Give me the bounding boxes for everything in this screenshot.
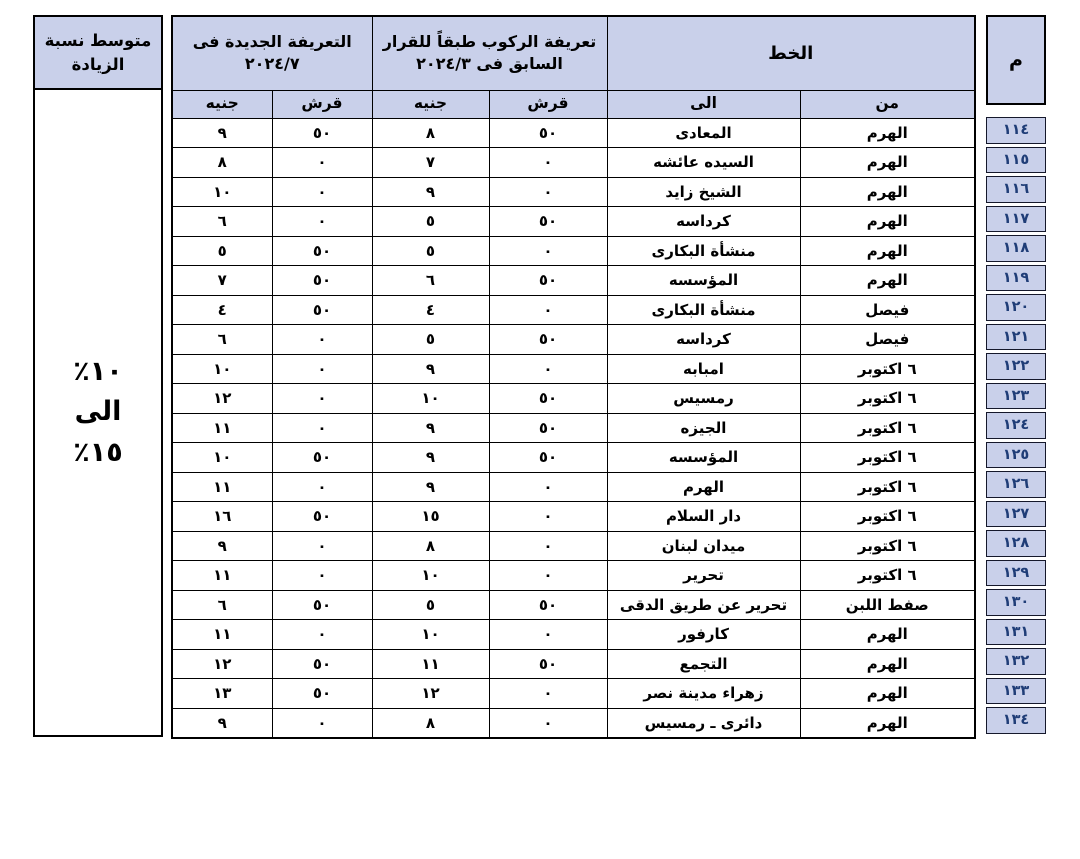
- cell-new-pounds: ١٠: [172, 443, 272, 473]
- cell-prev-piasters: ٥٠: [489, 325, 607, 355]
- cell-prev-piasters: ٠: [489, 148, 607, 178]
- cell-prev-piasters: ٥٠: [489, 590, 607, 620]
- new-tariff-group-header: التعريفة الجديدة فى ٢٠٢٤/٧: [172, 16, 372, 90]
- cell-from: الهرم: [800, 679, 975, 709]
- row-number: ١٢٤: [986, 412, 1046, 439]
- cell-from: ٦ اكتوبر: [800, 561, 975, 591]
- cell-to: تحرير عن طريق الدقى: [607, 590, 800, 620]
- cell-new-pounds: ٦: [172, 325, 272, 355]
- table-row: [172, 236, 975, 266]
- table-row: [172, 590, 975, 620]
- new-pounds-header: جنيه: [172, 90, 272, 118]
- cell-new-piasters: ٠: [272, 413, 372, 443]
- cell-to: رمسيس: [607, 384, 800, 414]
- cell-from: ٦ اكتوبر: [800, 531, 975, 561]
- cell-new-pounds: ٦: [172, 207, 272, 237]
- cell-new-piasters: ٠: [272, 207, 372, 237]
- cell-prev-piasters: ٥٠: [489, 207, 607, 237]
- index-column-header: م: [986, 15, 1046, 105]
- cell-from: صفط اللبن: [800, 590, 975, 620]
- cell-new-pounds: ١٠: [172, 177, 272, 207]
- cell-prev-pounds: ٥: [372, 207, 489, 237]
- cell-new-piasters: ٠: [272, 148, 372, 178]
- row-number: ١١٨: [986, 235, 1046, 262]
- cell-from: فيصل: [800, 295, 975, 325]
- cell-prev-pounds: ٨: [372, 531, 489, 561]
- cell-to: كارفور: [607, 620, 800, 650]
- avg-increase-value: ١٠٪ الى ١٥٪: [33, 90, 163, 737]
- cell-from: الهرم: [800, 649, 975, 679]
- table-row: [172, 502, 975, 532]
- new-piasters-header: قرش: [272, 90, 372, 118]
- to-header: الى: [607, 90, 800, 118]
- cell-new-pounds: ١٠: [172, 354, 272, 384]
- cell-new-piasters: ٥٠: [272, 266, 372, 296]
- sub-header-row: [172, 90, 975, 118]
- cell-from: الهرم: [800, 708, 975, 738]
- table-row: [172, 177, 975, 207]
- cell-prev-pounds: ٨: [372, 708, 489, 738]
- cell-prev-piasters: ٥٠: [489, 413, 607, 443]
- cell-new-pounds: ٦: [172, 590, 272, 620]
- cell-new-pounds: ٩: [172, 118, 272, 148]
- row-number: ١٣٤: [986, 707, 1046, 734]
- table-row: [172, 561, 975, 591]
- cell-new-pounds: ١١: [172, 472, 272, 502]
- table-row: [172, 413, 975, 443]
- cell-from: الهرم: [800, 236, 975, 266]
- row-number: ١١٤: [986, 117, 1046, 144]
- cell-new-piasters: ٥٠: [272, 679, 372, 709]
- cell-from: ٦ اكتوبر: [800, 384, 975, 414]
- cell-from: فيصل: [800, 325, 975, 355]
- cell-to: المعادى: [607, 118, 800, 148]
- cell-to: الشيخ زايد: [607, 177, 800, 207]
- cell-new-pounds: ١٦: [172, 502, 272, 532]
- cell-prev-piasters: ٠: [489, 502, 607, 532]
- cell-new-piasters: ٠: [272, 384, 372, 414]
- cell-prev-piasters: ٥٠: [489, 118, 607, 148]
- row-number: ١٢٠: [986, 294, 1046, 321]
- cell-to: المؤسسه: [607, 266, 800, 296]
- table-row: [172, 649, 975, 679]
- cell-to: زهراء مدينة نصر: [607, 679, 800, 709]
- cell-to: التجمع: [607, 649, 800, 679]
- row-number: ١٢٣: [986, 383, 1046, 410]
- cell-to: المؤسسه: [607, 443, 800, 473]
- cell-prev-piasters: ٠: [489, 354, 607, 384]
- cell-to: منشأة البكارى: [607, 236, 800, 266]
- cell-to: الجيزه: [607, 413, 800, 443]
- cell-prev-pounds: ٩: [372, 472, 489, 502]
- fare-tariff-table: [33, 15, 1046, 739]
- row-number: ١١٩: [986, 265, 1046, 292]
- cell-to: دائرى ـ رمسيس: [607, 708, 800, 738]
- cell-from: ٦ اكتوبر: [800, 472, 975, 502]
- row-number: ١٣٣: [986, 678, 1046, 705]
- cell-new-pounds: ٥: [172, 236, 272, 266]
- cell-prev-pounds: ١٥: [372, 502, 489, 532]
- table-header: [172, 16, 975, 118]
- cell-new-pounds: ١٢: [172, 384, 272, 414]
- row-number: ١٣٢: [986, 648, 1046, 675]
- cell-new-piasters: ٥٠: [272, 502, 372, 532]
- row-number: ١٢٨: [986, 530, 1046, 557]
- cell-new-pounds: ١٣: [172, 679, 272, 709]
- cell-to: السيده عائشه: [607, 148, 800, 178]
- table-row: [172, 148, 975, 178]
- cell-to: امبابه: [607, 354, 800, 384]
- cell-prev-piasters: ٥٠: [489, 443, 607, 473]
- cell-prev-pounds: ٤: [372, 295, 489, 325]
- tariff-table: [171, 15, 976, 739]
- cell-new-piasters: ٥٠: [272, 118, 372, 148]
- cell-prev-pounds: ١٢: [372, 679, 489, 709]
- cell-from: الهرم: [800, 266, 975, 296]
- table-row: [172, 354, 975, 384]
- from-header: من: [800, 90, 975, 118]
- row-number: ١٢٦: [986, 471, 1046, 498]
- cell-new-piasters: ٠: [272, 708, 372, 738]
- group-header-row: [172, 16, 975, 90]
- cell-from: ٦ اكتوبر: [800, 502, 975, 532]
- cell-new-pounds: ١١: [172, 413, 272, 443]
- row-number: ١١٧: [986, 206, 1046, 233]
- row-number: ١٢٩: [986, 560, 1046, 587]
- cell-prev-pounds: ١٠: [372, 384, 489, 414]
- cell-new-piasters: ٥٠: [272, 590, 372, 620]
- cell-prev-piasters: ٥٠: [489, 266, 607, 296]
- cell-prev-piasters: ٥٠: [489, 384, 607, 414]
- cell-to: منشأة البكارى: [607, 295, 800, 325]
- cell-prev-piasters: ٠: [489, 236, 607, 266]
- cell-new-piasters: ٠: [272, 620, 372, 650]
- cell-prev-pounds: ١٠: [372, 561, 489, 591]
- table-body: [172, 118, 975, 738]
- avg-increase-header: متوسط نسبة الزيادة: [33, 15, 163, 90]
- cell-from: ٦ اكتوبر: [800, 354, 975, 384]
- cell-new-pounds: ١١: [172, 561, 272, 591]
- cell-to: كرداسه: [607, 325, 800, 355]
- table-row: [172, 620, 975, 650]
- previous-tariff-group-header: تعريفة الركوب طبقاً للقرار السابق فى ٢٠٢٤/٣: [372, 16, 607, 90]
- cell-prev-piasters: ٠: [489, 708, 607, 738]
- cell-to: الهرم: [607, 472, 800, 502]
- table-row: [172, 443, 975, 473]
- table-row: [172, 679, 975, 709]
- cell-from: ٦ اكتوبر: [800, 443, 975, 473]
- cell-prev-pounds: ٩: [372, 354, 489, 384]
- cell-prev-piasters: ٠: [489, 295, 607, 325]
- cell-new-piasters: ٠: [272, 531, 372, 561]
- cell-new-pounds: ٩: [172, 531, 272, 561]
- table-row: [172, 472, 975, 502]
- cell-prev-pounds: ٩: [372, 177, 489, 207]
- prev-piasters-header: قرش: [489, 90, 607, 118]
- cell-prev-pounds: ٧: [372, 148, 489, 178]
- cell-prev-piasters: ٥٠: [489, 649, 607, 679]
- cell-new-piasters: ٥٠: [272, 443, 372, 473]
- cell-from: الهرم: [800, 207, 975, 237]
- cell-prev-piasters: ٠: [489, 531, 607, 561]
- cell-prev-pounds: ٩: [372, 413, 489, 443]
- row-number: ١١٥: [986, 147, 1046, 174]
- index-column-cells: [986, 114, 1046, 734]
- cell-to: ميدان لبنان: [607, 531, 800, 561]
- cell-to: تحرير: [607, 561, 800, 591]
- cell-prev-piasters: ٠: [489, 472, 607, 502]
- cell-from: الهرم: [800, 620, 975, 650]
- cell-new-piasters: ٥٠: [272, 236, 372, 266]
- cell-prev-pounds: ١١: [372, 649, 489, 679]
- index-column: [986, 15, 1046, 734]
- table-row: [172, 325, 975, 355]
- cell-from: الهرم: [800, 148, 975, 178]
- cell-prev-pounds: ١٠: [372, 620, 489, 650]
- cell-new-pounds: ٨: [172, 148, 272, 178]
- cell-prev-piasters: ٠: [489, 177, 607, 207]
- cell-prev-pounds: ٦: [372, 266, 489, 296]
- cell-new-piasters: ٠: [272, 561, 372, 591]
- cell-prev-pounds: ٩: [372, 443, 489, 473]
- table-row: [172, 531, 975, 561]
- cell-new-piasters: ٠: [272, 177, 372, 207]
- row-number: ١٢٢: [986, 353, 1046, 380]
- row-number: ١٣٠: [986, 589, 1046, 616]
- cell-prev-piasters: ٠: [489, 679, 607, 709]
- cell-from: الهرم: [800, 177, 975, 207]
- cell-prev-piasters: ٠: [489, 620, 607, 650]
- row-number: ١٢١: [986, 324, 1046, 351]
- line-group-header: الخط: [607, 16, 975, 90]
- table-row: [172, 295, 975, 325]
- cell-new-pounds: ١١: [172, 620, 272, 650]
- cell-to: كرداسه: [607, 207, 800, 237]
- cell-new-pounds: ٤: [172, 295, 272, 325]
- table-row: [172, 266, 975, 296]
- cell-new-pounds: ١٢: [172, 649, 272, 679]
- cell-new-piasters: ٥٠: [272, 295, 372, 325]
- row-number: ١٢٧: [986, 501, 1046, 528]
- cell-new-pounds: ٧: [172, 266, 272, 296]
- prev-pounds-header: جنيه: [372, 90, 489, 118]
- cell-from: الهرم: [800, 118, 975, 148]
- cell-prev-pounds: ٥: [372, 590, 489, 620]
- cell-new-piasters: ٠: [272, 325, 372, 355]
- table-row: [172, 207, 975, 237]
- table-row: [172, 708, 975, 738]
- cell-new-piasters: ٥٠: [272, 649, 372, 679]
- cell-to: دار السلام: [607, 502, 800, 532]
- cell-prev-piasters: ٠: [489, 561, 607, 591]
- avg-increase-column: [33, 15, 163, 737]
- cell-new-piasters: ٠: [272, 472, 372, 502]
- row-number: ١٢٥: [986, 442, 1046, 469]
- cell-new-pounds: ٩: [172, 708, 272, 738]
- row-number: ١١٦: [986, 176, 1046, 203]
- cell-prev-pounds: ٥: [372, 325, 489, 355]
- cell-from: ٦ اكتوبر: [800, 413, 975, 443]
- row-number: ١٣١: [986, 619, 1046, 646]
- cell-new-piasters: ٠: [272, 354, 372, 384]
- table-row: [172, 118, 975, 148]
- cell-prev-pounds: ٥: [372, 236, 489, 266]
- cell-prev-pounds: ٨: [372, 118, 489, 148]
- table-row: [172, 384, 975, 414]
